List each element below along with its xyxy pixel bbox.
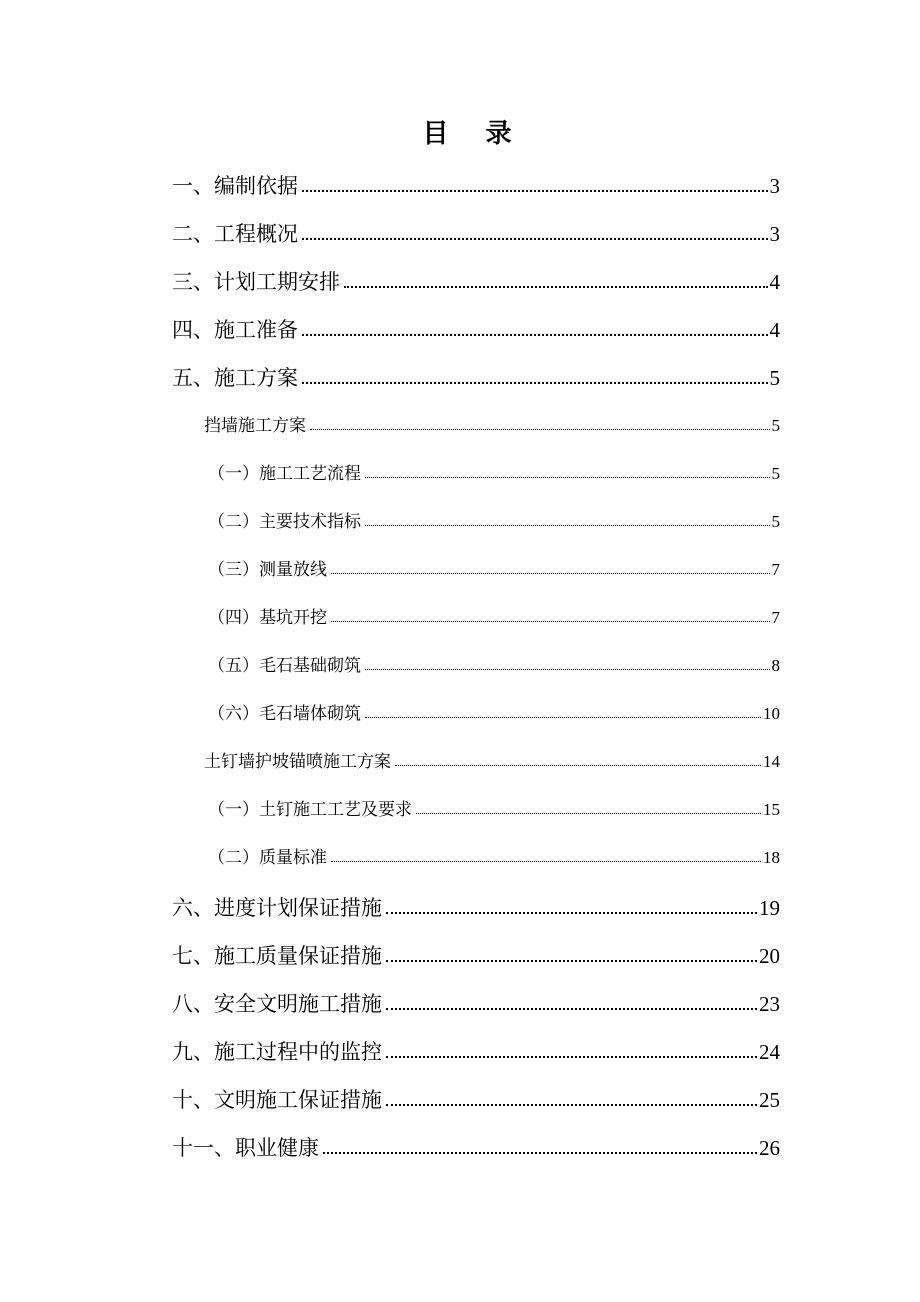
toc-entry-label: 七、施工质量保证措施 <box>172 944 382 968</box>
toc-entry[interactable] <box>172 218 780 250</box>
toc-entry-label: （六）毛石墙体砌筑 <box>208 704 361 724</box>
toc-entry[interactable] <box>172 170 780 202</box>
toc-entry-page: 5 <box>771 464 780 483</box>
toc-entry[interactable] <box>208 508 780 536</box>
toc-entry[interactable] <box>172 1084 780 1116</box>
toc-entry[interactable] <box>172 940 780 972</box>
toc-entry-page: 5 <box>769 366 780 390</box>
toc-entry-page: 3 <box>769 174 780 198</box>
toc-entry-label: 四、施工准备 <box>172 318 298 342</box>
toc-entry-page: 24 <box>759 1040 780 1064</box>
toc-entry[interactable] <box>208 844 780 872</box>
toc-entry-page: 3 <box>769 222 780 246</box>
toc-title: 目 录 <box>422 119 526 149</box>
toc-entry[interactable] <box>208 604 780 632</box>
toc-dot-leader <box>302 364 768 385</box>
toc-entry-page: 15 <box>763 800 780 819</box>
toc-entry[interactable] <box>172 314 780 346</box>
toc-dot-leader <box>302 220 768 241</box>
toc-entry[interactable] <box>208 796 780 824</box>
toc-entry-page: 7 <box>771 608 780 627</box>
toc-entry[interactable] <box>172 266 780 298</box>
toc-dot-leader <box>365 510 770 527</box>
toc-entry-label: 六、进度计划保证措施 <box>172 896 382 920</box>
toc-entry-page: 19 <box>759 896 780 920</box>
toc-entry-label: 土钉墙护坡锚喷施工方案 <box>204 752 391 772</box>
toc-entry-label: （二）主要技术指标 <box>208 512 361 532</box>
toc-entry-page: 10 <box>763 704 780 723</box>
toc-entry[interactable] <box>208 700 780 728</box>
toc-dot-leader <box>365 462 770 479</box>
toc-entry-label: 十一、职业健康 <box>172 1136 319 1160</box>
toc-entry-label: 挡墙施工方案 <box>204 416 306 436</box>
toc-entry-page: 5 <box>771 512 780 531</box>
toc-entry-page: 20 <box>759 944 780 968</box>
toc-entry-page: 5 <box>771 416 780 435</box>
toc-entry[interactable] <box>208 556 780 584</box>
toc-entry[interactable] <box>172 362 780 394</box>
toc-entry-page: 7 <box>771 560 780 579</box>
toc-entry-label: （五）毛石基础砌筑 <box>208 656 361 676</box>
toc-entry[interactable] <box>172 892 780 924</box>
toc-dot-leader <box>302 172 768 193</box>
toc-entry-label: （二）质量标准 <box>208 848 327 868</box>
toc-entry-label: （四）基坑开挖 <box>208 608 327 628</box>
toc-entry[interactable] <box>204 412 780 440</box>
toc-dot-leader <box>344 268 768 289</box>
toc-dot-leader <box>323 1134 757 1155</box>
toc-entry-label: 八、安全文明施工措施 <box>172 992 382 1016</box>
toc-dot-leader <box>386 990 757 1011</box>
toc-entry-page: 8 <box>771 656 780 675</box>
toc-entry-label: 九、施工过程中的监控 <box>172 1040 382 1064</box>
toc-dot-leader <box>310 414 770 431</box>
toc-entry-page: 26 <box>759 1136 780 1160</box>
toc-dot-leader <box>386 1038 757 1059</box>
toc-entry-page: 4 <box>769 270 780 294</box>
toc-dot-leader <box>331 846 761 863</box>
toc-dot-leader <box>302 316 768 337</box>
toc-dot-leader <box>386 894 757 915</box>
toc-entry-label: （三）测量放线 <box>208 560 327 580</box>
toc-entry-label: （一）土钉施工工艺及要求 <box>208 800 412 820</box>
toc-entry-page: 18 <box>763 848 780 867</box>
toc-entry-label: 二、工程概况 <box>172 222 298 246</box>
toc-dot-leader <box>416 798 761 815</box>
toc-entry-page: 14 <box>763 752 780 771</box>
toc-dot-leader <box>365 702 761 719</box>
toc-dot-leader <box>331 558 770 575</box>
toc-entry-page: 25 <box>759 1088 780 1112</box>
toc-entry[interactable] <box>172 988 780 1020</box>
toc-dot-leader <box>395 750 761 767</box>
toc-entry-label: 五、施工方案 <box>172 366 298 390</box>
toc-entry-label: 十、文明施工保证措施 <box>172 1088 382 1112</box>
toc-entry[interactable] <box>208 652 780 680</box>
toc-entry[interactable] <box>208 460 780 488</box>
toc-entry-label: 三、计划工期安排 <box>172 270 340 294</box>
toc-entry[interactable] <box>172 1036 780 1068</box>
toc-dot-leader <box>386 1086 757 1107</box>
toc-dot-leader <box>365 654 770 671</box>
toc-entry-label: （一）施工工艺流程 <box>208 464 361 484</box>
toc-entry-label: 一、编制依据 <box>172 174 298 198</box>
toc-entry[interactable] <box>204 748 780 776</box>
toc-entry-page: 23 <box>759 992 780 1016</box>
toc-dot-leader <box>331 606 770 623</box>
toc-entry-page: 4 <box>769 318 780 342</box>
toc-dot-leader <box>386 942 757 963</box>
toc-entry[interactable] <box>172 1132 780 1164</box>
